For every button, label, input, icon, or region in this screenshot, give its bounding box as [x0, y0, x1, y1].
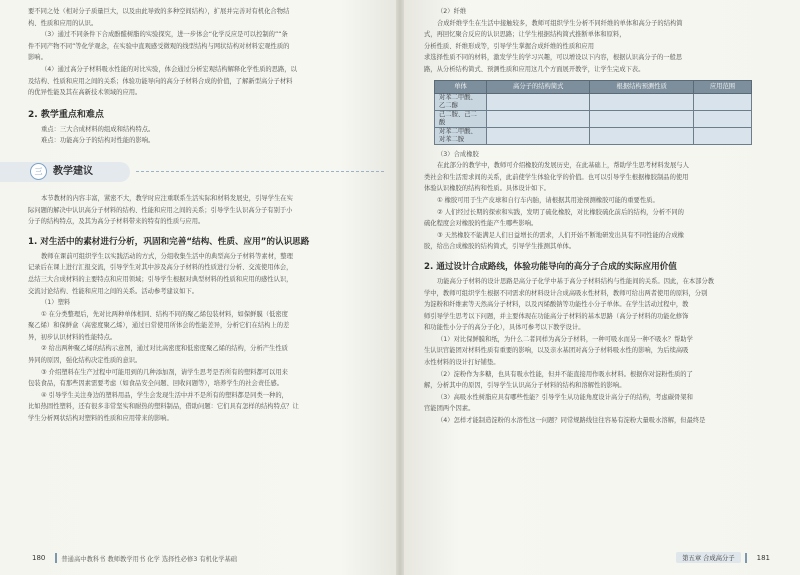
table-cell [487, 127, 590, 144]
advice-paragraph [28, 193, 384, 228]
heading-functional-polymer: 2. 通过设计合成路线，体验功能导向的高分子合成的实际应用价值 [424, 261, 677, 272]
text-line: 为淀粉和纤维素等天然高分子材料，以及丙烯酸钠等功能性小分子单体。在学生活动过程中，教 [424, 301, 689, 309]
item-4-paragraph [28, 64, 384, 99]
table-header: 根据结构预测性质 [590, 80, 693, 93]
text-line: 官能团两个因素。 [424, 405, 475, 413]
table-cell [693, 127, 751, 144]
body-2-paragraph [424, 276, 778, 427]
footer-divider [55, 553, 57, 563]
text-line: 体验认识橡胶的结构和性质。具体设计如下。 [424, 185, 550, 193]
text-line: 路，从分析结构简式、预测性质和应用这几个方面展开教学，让学生完成下表。 [424, 65, 645, 73]
heading-structure-property-application: 1. 对生活中的素材进行分析，巩固和完善“结构、性质、应用”的认识思路 [28, 236, 310, 247]
key-point: 重点：三大合成材料的组成和结构特点。 [41, 125, 155, 133]
text-line: （4）通过高分子材料吸水性能的对比实验，体会通过分析宏观结构解释化学性质的思路，以 [41, 65, 297, 73]
table-cell [487, 93, 590, 110]
text-line: 异同的原因，强化结构决定性质的意识。 [28, 357, 142, 365]
text-line: （3）高吸水性树脂应具有哪些性能？引导学生从功能角度设计高分子的结构，考虑碳骨架和 [437, 393, 693, 401]
page-number-right: 181 [756, 553, 770, 562]
footer-divider [745, 553, 747, 563]
text-line: 生认识官能团对材料性质有重要的影响，以及亲水基团对高分子材料吸水性的影响，为后续高吸 [424, 347, 689, 355]
section-number-badge: 三 [30, 163, 47, 180]
table-cell [590, 127, 693, 144]
right-page-content [424, 6, 778, 427]
plastic-subheading: （1）塑料 [41, 299, 71, 307]
text-line: ① 在分类整理后，先对比两种单体相同、结构不同的聚乙烯包装材料，如保鲜膜（低密度 [41, 310, 288, 318]
text-line: 及结构、性质和应用之间的关系；体验功能导向的高分子材料合成的价值，了解新型高分子材料 [28, 77, 293, 85]
text-line: 的优异性能及其在高新技术领域的应用。 [28, 89, 142, 97]
text-line: 分析性质、纤维形成等，引导学生掌握合成纤维的性质和应用 [424, 42, 595, 50]
left-footer [26, 553, 237, 563]
text-line: ④ 引导学生关注身边的塑料用品，学生会发现生活中并不是所有的塑料都是同类一种的， [41, 391, 288, 399]
table-row [435, 127, 752, 144]
text-line: 异，初步认识材料的性能特点。 [28, 333, 117, 341]
text-line: 记录后在课上进行汇报交流，引导学生对其中涉及高分子材料的性质进行分析、交流使用体会， [28, 264, 293, 272]
difficult-point: 难点：功能高分子的结构对性能的影响。 [41, 137, 155, 145]
monomer-cell: 己二胺、己二酸 [435, 110, 487, 127]
page-number-left: 180 [32, 554, 46, 562]
text-line: （4）怎样才能制造淀粉的水溶性这一问题？同常规路线往往容易有淀粉大量吸水溶解，但最终是 [437, 417, 706, 425]
table-row [435, 93, 752, 110]
chapter-label: 第五章 合成高分子 [676, 552, 740, 563]
table-cell [693, 93, 751, 110]
text-line: 学生分析网状结构对塑料的性质和应用带来的影响。 [28, 415, 173, 423]
text-line: ① 橡胶可用于生产皮球和自行车内胎，请根据其用途预测橡胶可能的重要性质。 [437, 196, 659, 204]
table-header: 高分子的结构简式 [487, 80, 590, 93]
text-line: ② 人们经过长期的探索和实践，发明了硫化橡胶，对比橡胶硫化前后的结构，分析不同的 [437, 208, 684, 216]
rubber-paragraph [424, 160, 778, 253]
text-line: 交流讨论结构、性能和应用之间的关系。活动参考建议如下。 [28, 287, 199, 295]
text-line: 聚乙烯）和保鲜盒（高密度聚乙烯），通过日常使用所体会的性能差异，分析它们在结构上的差 [28, 322, 290, 330]
text-line: 影响。 [28, 54, 47, 62]
table-row [435, 110, 752, 127]
text-line: 类社会和生活需求间的关系，此前使学生体验化学的价值。也可以引导学生根据橡胶制品的使用 [424, 173, 689, 181]
banner-dotted-rule [136, 171, 384, 172]
plastic-paragraphs [28, 309, 384, 425]
text-line: 学中，教师可组织学生根据不同需求的材料设计合成高吸水性材料，教师可给出两者使用的原料，分别 [424, 289, 708, 297]
table-cell [590, 110, 693, 127]
text-line: 水性材料的设计打好铺垫。 [424, 359, 500, 367]
table-cell [590, 93, 693, 110]
table-header: 单体 [435, 80, 487, 93]
left-page-content [28, 6, 384, 425]
text-line: 包装食品，有那些因素需要考虑（如食品安全问题、回收问题等），培养学生的社会责任感。 [28, 380, 284, 388]
text-line: 教师在课前可组织学生以实践活动的方式，分组收集生活中的典型高分子材料等素材，整理 [41, 252, 293, 260]
fiber-table [434, 80, 752, 145]
text-line: 师引导学生思考以下问题，并主要体现在功能高分子材料的基本思路（高分子材料的功能化修饰 [424, 312, 689, 320]
book-gutter [396, 0, 404, 575]
text-line: 分子的结构特点，及其为高分子材料带来的特有的性质与应用。 [28, 218, 205, 226]
table-header: 应用范围 [693, 80, 751, 93]
text-line: （2）淀粉作为多糖，也具有吸水性能，但并不能直接用作吸水材料。根据你对淀粉性质的了 [437, 370, 693, 378]
text-line: ② 给出两种聚乙烯的结构示意图，通过对比高密度和低密度聚乙烯的结构，分析产生性质 [41, 345, 288, 353]
right-footer [676, 552, 776, 563]
section-title: 教学建议 [53, 166, 93, 178]
text-line: 要不同之处（相对分子质量巨大，以及由此导致的多种空间结构），扩展并完善对有机化合物结 [28, 8, 290, 15]
monomer-cell: 对苯二甲酸、乙二醇 [435, 93, 487, 110]
text-line: 和功能性小分子的高分子化），具体可参考以下教学设计。 [424, 324, 585, 332]
text-line: 求选择性质不同的材料，激发学生的学习兴趣，可以增设以下内容，根据认识高分子的一般思 [424, 54, 683, 62]
text-line: 式，再回忆聚合反应的认识思路；让学生根据结构简式推断单体和原料， [424, 31, 626, 39]
item-3-paragraph [28, 29, 384, 64]
text-line: 硫化程度会对橡胶的性能产生哪些影响。 [424, 220, 538, 228]
monomer-cell: 对苯二甲酸、对苯二胺 [435, 127, 487, 144]
table-cell [487, 110, 590, 127]
text-line: 本节教材的内容丰富，紧密不大，教学时应注重联系生活实际和材料发展史，引导学生在实 [41, 194, 293, 202]
right-page [400, 0, 800, 575]
text-line: 构、性质和应用的认识。 [28, 19, 98, 27]
text-line: 在此部分的教学中，教师可介绍橡胶的发展历史，在此基础上，帮助学生思考材料发展与人 [437, 162, 689, 170]
text-line: 功能高分子材料的设计思路是高分子化学中基于高分子材料结构与性能间的关系。因此，在本部分教 [437, 277, 715, 285]
text-line: 件不同产物不同”等化学观念，在实验中直观感受微观的线型结构与网状结构对材料宏观性质的 [28, 42, 290, 50]
book-title: 普通高中教科书 教师教学用书 化学 选择性必修3 有机化学基础 [61, 555, 238, 563]
text-line: ③ 天然橡胶不能满足人们日益增长的需求，人们开始不断地研发出具有不同性能的合成橡 [437, 231, 684, 239]
table-cell [693, 110, 751, 127]
table-header-row [435, 80, 752, 93]
text-line: 合成纤维学生在生活中接触较多，教师可组织学生分析不同纤维的单体和高分子的结构简 [437, 19, 683, 27]
text-line: （3）通过不同条件下合成酚醛树脂的实验探究，进一步体会“化学反应是可以控制的”“条 [41, 31, 288, 39]
text-line: ③ 介绍塑料在生产过程中可能用到的几种添加剂，请学生思考是否所有的塑料都可以用来 [41, 368, 288, 376]
fiber-paragraph [424, 18, 778, 76]
text-line: （1）对比保鲜膜和纸，为什么二者同样为高分子材料，一种可吸水而另一种不吸水？帮助学 [437, 335, 693, 343]
text-line: 际问题的解决中认识高分子材料的结构、性能和应用之间的关系；引导学生认识高分子有别于小 [28, 206, 293, 214]
intro-paragraph [28, 6, 384, 29]
fiber-subheading: （2）纤维 [437, 8, 467, 15]
text-line: 胶，给出合成橡胶的结构简式，引导学生推测其单体。 [424, 243, 576, 251]
body-1-paragraph [28, 251, 384, 297]
section-banner [0, 159, 384, 185]
section-heading-key-points: 2. 教学重点和难点 [28, 109, 104, 120]
banner-tab [0, 162, 130, 182]
text-line: 总结三大合成材料的主要特点和应用领域；引导学生根据对典型材料的性质和应用的感性认识， [28, 275, 293, 283]
rubber-subheading: （3）合成橡胶 [437, 150, 479, 158]
text-line: 解，分析其中的原因，引导学生认识高分子材料的结构和溶解性的影响。 [424, 382, 626, 390]
text-line: 比如热固性塑料，还有很多非常坚实和耐热的塑料制品，借助问题：它们具有怎样的结构特点？让 [28, 403, 299, 411]
